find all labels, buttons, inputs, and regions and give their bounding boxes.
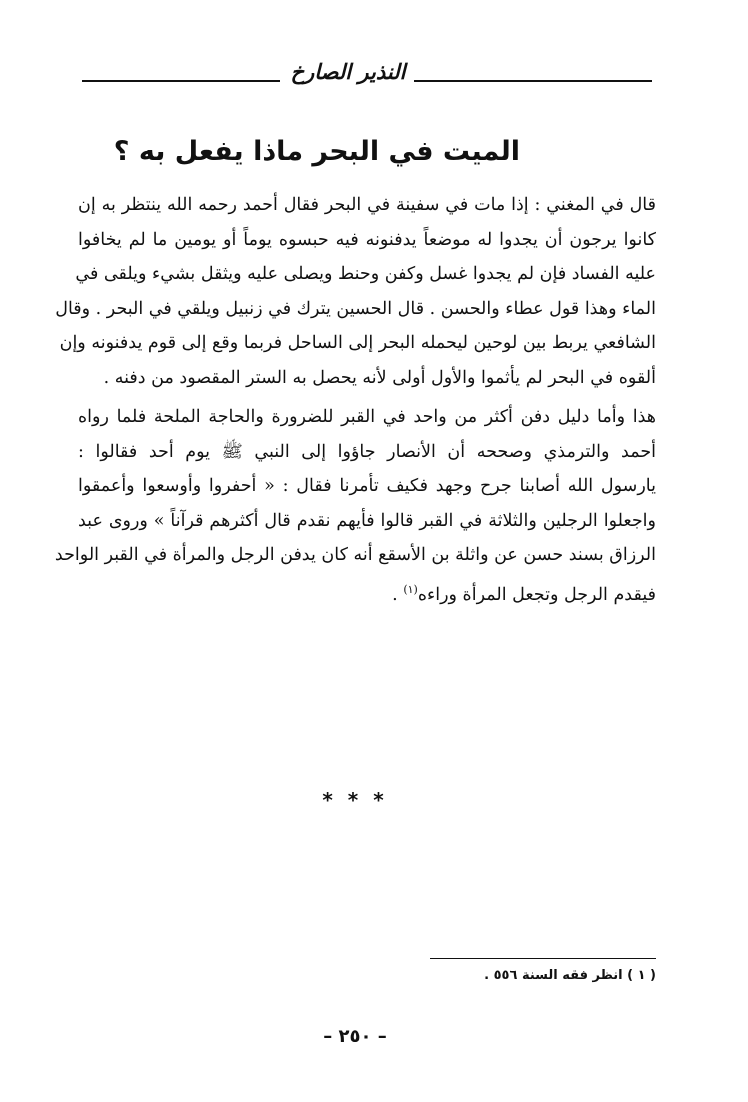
section-ornament: * * * (322, 788, 388, 812)
running-title: النذير الصارخ (290, 60, 406, 84)
header-rule-left (82, 80, 280, 82)
footnote-rule (430, 958, 656, 959)
paragraph-1-line: عليه الفساد فإن لم يجدوا غسل وكفن وحنط ويصلى عليه ويثقل بشيء ويلقى في (75, 264, 656, 285)
paragraph-1-line: ألقوه في البحر لم يأثموا والأول أولى لأنه يحصل به الستر المقصود من دفنه . (103, 367, 656, 388)
footnote-reference[interactable]: (١) (403, 582, 418, 596)
section-title: الميت في البحر ماذا يفعل به ؟ (113, 136, 520, 167)
paragraph-1-line: الماء وهذا قول عطاء والحسن . قال الحسين يترك في زنبيل ويلقي في البحر . وقال (55, 298, 656, 319)
paragraph-1 (55, 188, 656, 396)
paragraph-2 (54, 400, 656, 612)
paragraph-1-line: كانوا يرجون أن يجدوا له موضعاً يدفنونه فيه حبسوه يوماً أو يومين ما لم يخافوا (78, 229, 656, 250)
footnote: ( ١ ) انظر فقه السنة ٥٥٦ . (484, 968, 656, 983)
page-number: – ٢٥٠ – (323, 1026, 387, 1047)
paragraph-2-line: أحمد والترمذي وصححه أن الأنصار جاؤوا إلى النبي ﷺ يوم أحد فقالوا : (78, 441, 656, 462)
running-header (82, 58, 652, 92)
paragraph-2-line: الرزاق بسند حسن عن واثلة بن الأسقع أنه كان يدفن الرجل والمرأة في القبر الواحد (54, 545, 656, 566)
paragraph-2-line: هذا وأما دليل دفن أكثر من واحد في القبر للضرورة والحاجة الملحة فلما رواه (78, 407, 656, 427)
paragraph-2-line: واجعلوا الرجلين والثلاثة في القبر قالوا فأيهم نقدم قال أكثرهم قرآناً » وروى عبد (78, 510, 656, 531)
paragraph-2-line: يارسول الله أصابنا جرح وجهد فكيف تأمرنا فقال : « أحفروا وأوسعوا وأعمقوا (78, 476, 656, 497)
paragraph-1-line: قال في المغني : إذا مات في سفينة في البحر فقال أحمد رحمه الله ينتظر به إن (78, 195, 656, 215)
paragraph-2-closing: . (392, 584, 404, 605)
paragraph-2-line: فيقدم الرجل وتجعل المرأة وراءه (417, 584, 656, 605)
header-rule-right (414, 80, 652, 82)
paragraph-1-line: الشافعي يربط بين لوحين ليحمله البحر إلى الساحل فربما وقع إلى قوم يدفنونه وإن (59, 333, 656, 354)
paragraph-2-last-line (78, 573, 656, 612)
